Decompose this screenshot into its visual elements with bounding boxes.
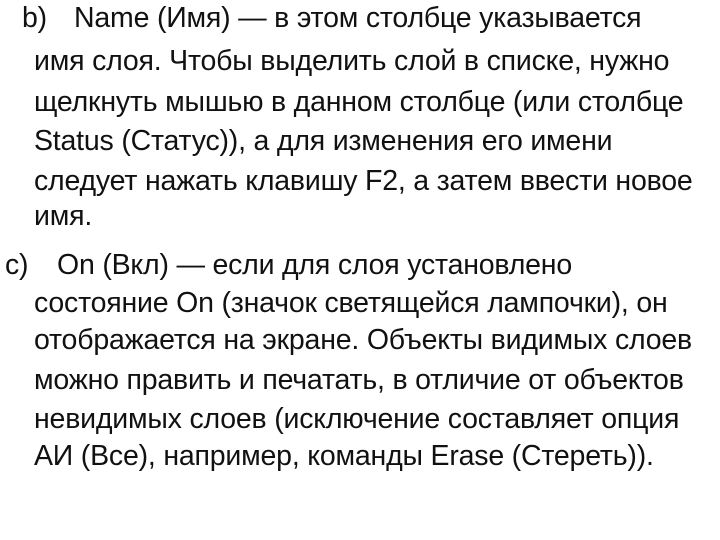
item-c-line-5: невидимых слоев (исключение составляет опция [34,403,680,435]
item-c-line-3: отображается на экране. Объекты видимых слоев [34,324,692,356]
item-b-line-2: имя слоя. Чтобы выделить слой в списке, нужно [34,45,670,77]
item-c-line-1: On (Вкл) — если для слоя установлено [57,249,572,281]
item-label-c: c) [5,249,29,281]
item-b-line-6: имя. [34,200,93,232]
item-b-line-5: следует нажать клавишу F2, а затем ввести новое [34,165,693,197]
item-b-line-3: щелкнуть мышью в данном столбце (или столбце [34,86,684,118]
item-b-line-4: Status (Статус)), а для изменения его имени [34,125,613,157]
item-c-line-6: АИ (Все), например, команды Erase (Стереть)). [34,440,654,472]
item-c-line-2: состояние On (значок светящейся лампочки), он [34,287,668,319]
item-b-line-1: Name (Имя) — в этом столбце указывается [74,2,642,34]
item-label-b: b) [22,2,47,34]
item-c-line-4: можно править и печатать, в отличие от объектов [34,364,684,396]
